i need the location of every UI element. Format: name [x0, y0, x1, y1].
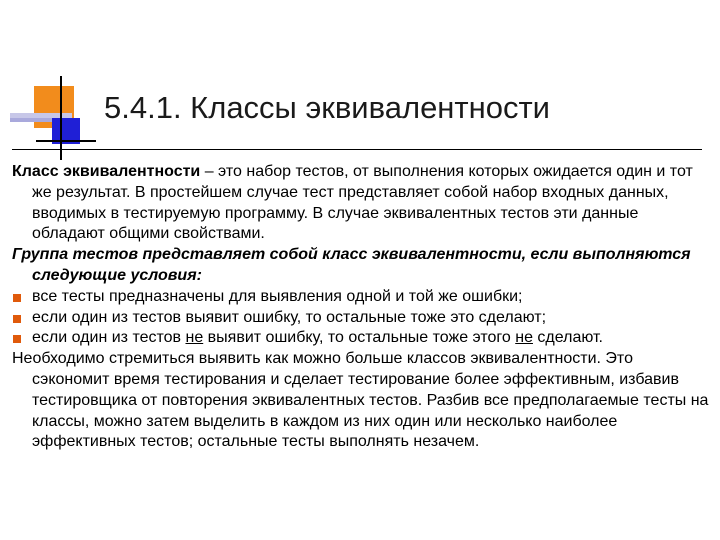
definition-text: – это набор тестов, от выполнения которых ожидается один и тот же результат. В простейшем случае тест представляет собой набор входных данных, вводимых в тестируемую программу. В случае эквивалентных тестов эти данные обладают общими свойствами.: [32, 163, 693, 243]
title-divider: [12, 149, 702, 150]
title-decoration: [0, 0, 110, 170]
bullet-text-part: если один из тестов: [32, 329, 186, 347]
square-bullet-icon: [13, 315, 21, 323]
underlined-word: не: [515, 329, 533, 347]
underlined-word: не: [185, 329, 204, 347]
slide-body: [12, 162, 712, 453]
square-bullet-icon: [13, 294, 21, 302]
square-bullet-icon: [13, 335, 21, 343]
bullet-item: [12, 287, 712, 308]
bullet-text: все тесты предназначены для выявления одной и той же ошибки;: [32, 287, 523, 305]
bullet-item: [12, 328, 712, 349]
bullet-text-part: сделают.: [532, 329, 603, 347]
vertical-line: [60, 76, 62, 160]
definition-paragraph: [12, 162, 712, 245]
slide-title: 5.4.1. Классы эквивалентности: [104, 90, 551, 125]
gradient-bar-top: [10, 113, 72, 118]
bullet-text: если один из тестов выявит ошибку, то остальные тоже это сделают;: [32, 308, 547, 326]
horizontal-line: [36, 140, 96, 142]
bullet-item: [12, 308, 712, 329]
conditions-intro: Группа тестов представляет собой класс эквивалентности, если выполняются следующие условия:: [12, 246, 691, 284]
conclusion-paragraph: Необходимо стремиться выявить как можно больше классов эквивалентности. Это сэкономит время тестирования и сделает тестирование более эффективным, избавив тестировщика от повторения эквивалентных тестов. Разбив все предполагаемые тесты на классы, можно затем выделить в каждом из них один или несколько наиболее эффективных тестов; остальные тесты выполнять незачем.: [12, 350, 709, 451]
bullet-text-part: выявит ошибку, то остальные тоже этого: [203, 329, 516, 347]
definition-term: Класс эквивалентности: [12, 163, 201, 180]
